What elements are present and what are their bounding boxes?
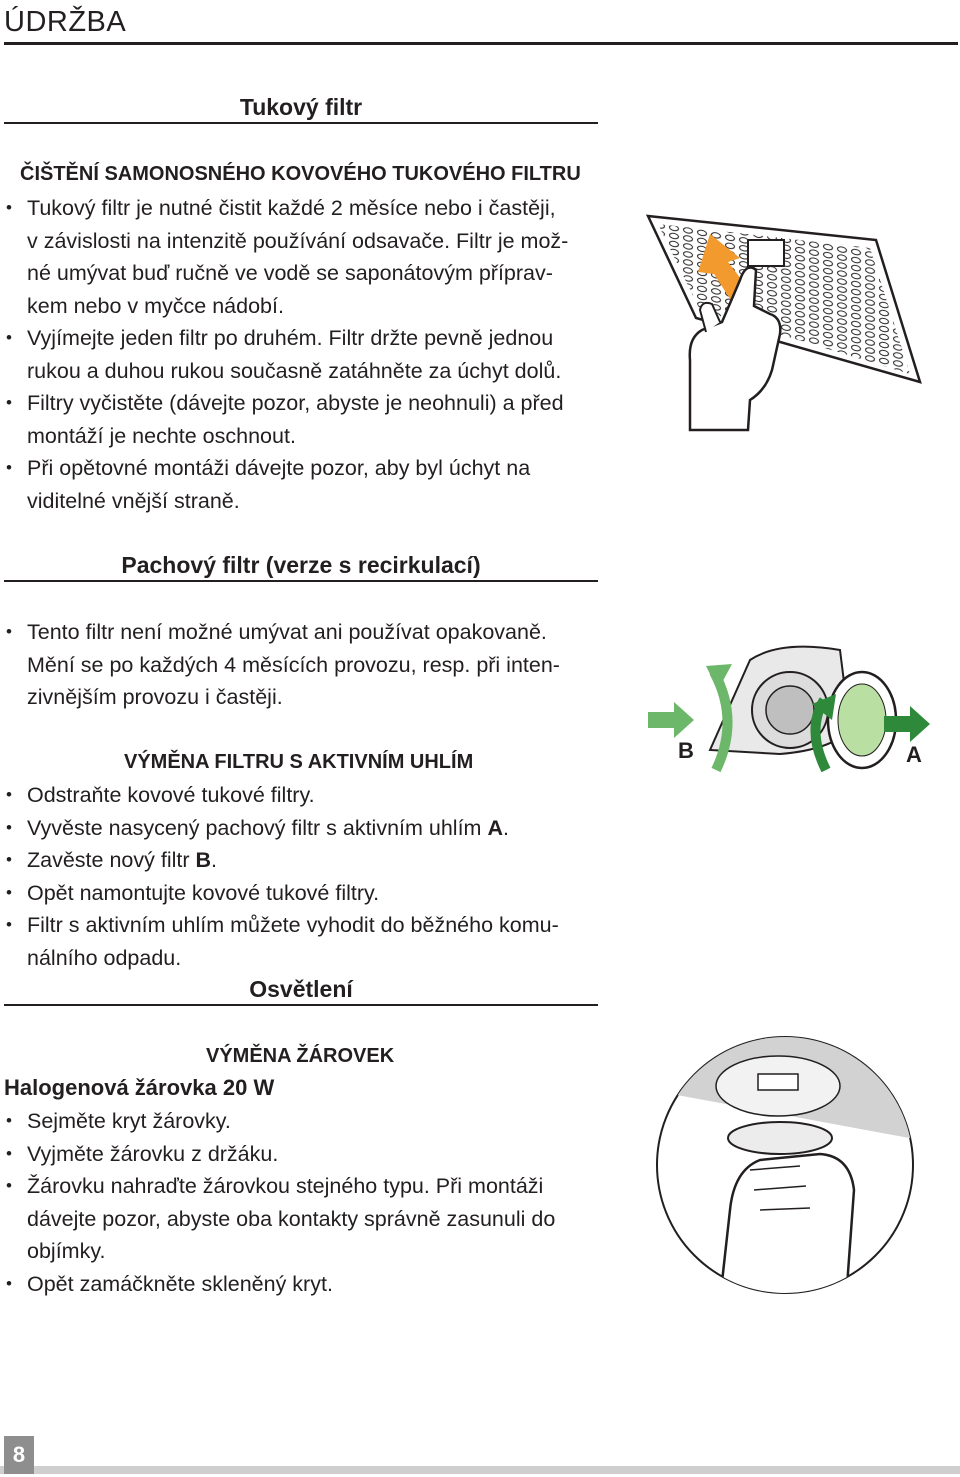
title-divider bbox=[4, 42, 958, 45]
list-item: • Vyvěste nasycený pachový filtr s aktivním uhlím A. bbox=[4, 812, 594, 845]
list-item: • Vyjměte žárovku z držáku. bbox=[4, 1138, 594, 1171]
page-title: ÚDRŽBA bbox=[4, 6, 127, 38]
odour-filter-intro bbox=[4, 616, 594, 714]
carbon-filter-steps bbox=[4, 779, 594, 974]
grease-filter-illustration bbox=[640, 210, 930, 440]
bulb-replacement-subheading: VÝMĚNA ŽÁROVEK bbox=[206, 1045, 395, 1067]
grease-filter-subheading: ČIŠTĚNÍ SAMONOSNÉHO KOVOVÉHO TUKOVÉHO FILTRU bbox=[20, 163, 581, 185]
carbon-filter-illustration bbox=[640, 630, 940, 790]
odour-filter-heading: Pachový filtr (verze s recirkulací) bbox=[4, 550, 598, 582]
list-item: • Filtry vyčistěte (dávejte pozor, abyste je neohnuli) a před montáží je nechte oschnout. bbox=[4, 387, 594, 452]
glass-cover-icon bbox=[728, 1122, 832, 1154]
bulb-replacement-steps bbox=[4, 1105, 594, 1300]
list-item: • Opět zamáčkněte skleněný kryt. bbox=[4, 1268, 594, 1301]
bulb-replacement-illustration bbox=[650, 1030, 920, 1300]
footer-bar bbox=[0, 1466, 960, 1474]
label-b: B bbox=[678, 738, 694, 763]
list-item: • Tento filtr není možné umývat ani používat opakovaně. Mění se po každých 4 měsících provozu, resp. při inten- zivnějším provozu i častěji. bbox=[4, 616, 594, 714]
list-item: • Při opětovné montáži dávejte pozor, aby byl úchyt na viditelné vnější straně. bbox=[4, 452, 594, 517]
list-item: • Tukový filtr je nutné čistit každé 2 měsíce nebo i častěji, v závislosti na intenzitě používání odsavače. Filtr je mož- né umývat buď ručně ve vodě se saponátovým příprav- kem nebo v myčce nádobí. bbox=[4, 192, 594, 322]
grease-filter-heading: Tukový filtr bbox=[4, 92, 598, 124]
bulb-icon bbox=[758, 1074, 798, 1090]
bulb-type: Halogenová žárovka 20 W bbox=[4, 1075, 275, 1100]
page-number: 8 bbox=[4, 1436, 34, 1474]
arrow-in-icon bbox=[648, 702, 694, 738]
grease-filter-instructions bbox=[4, 192, 594, 517]
lighting-heading: Osvětlení bbox=[4, 974, 598, 1006]
list-item: • Filtr s aktivním uhlím můžete vyhodit do běžného komu- nálního odpadu. bbox=[4, 909, 594, 974]
list-item: • Odstraňte kovové tukové filtry. bbox=[4, 779, 594, 812]
label-a: A bbox=[906, 742, 922, 767]
hand-icon bbox=[720, 1154, 854, 1300]
list-item: • Zavěste nový filtr B. bbox=[4, 844, 594, 877]
list-item: • Sejměte kryt žárovky. bbox=[4, 1105, 594, 1138]
list-item: • Vyjímejte jeden filtr po druhém. Filtr držte pevně jednou rukou a duhou rukou současně zatáhněte za úchyt dolů. bbox=[4, 322, 594, 387]
rotate-arrow-icon bbox=[714, 672, 728, 770]
list-item: • Opět namontujte kovové tukové filtry. bbox=[4, 877, 594, 910]
carbon-filter-subheading: VÝMĚNA FILTRU S AKTIVNÍM UHLÍM bbox=[124, 751, 474, 773]
list-item: • Žárovku nahraďte žárovkou stejného typu. Při montáži dávejte pozor, abyste oba kontakty správně zasunuli do objímky. bbox=[4, 1170, 594, 1268]
